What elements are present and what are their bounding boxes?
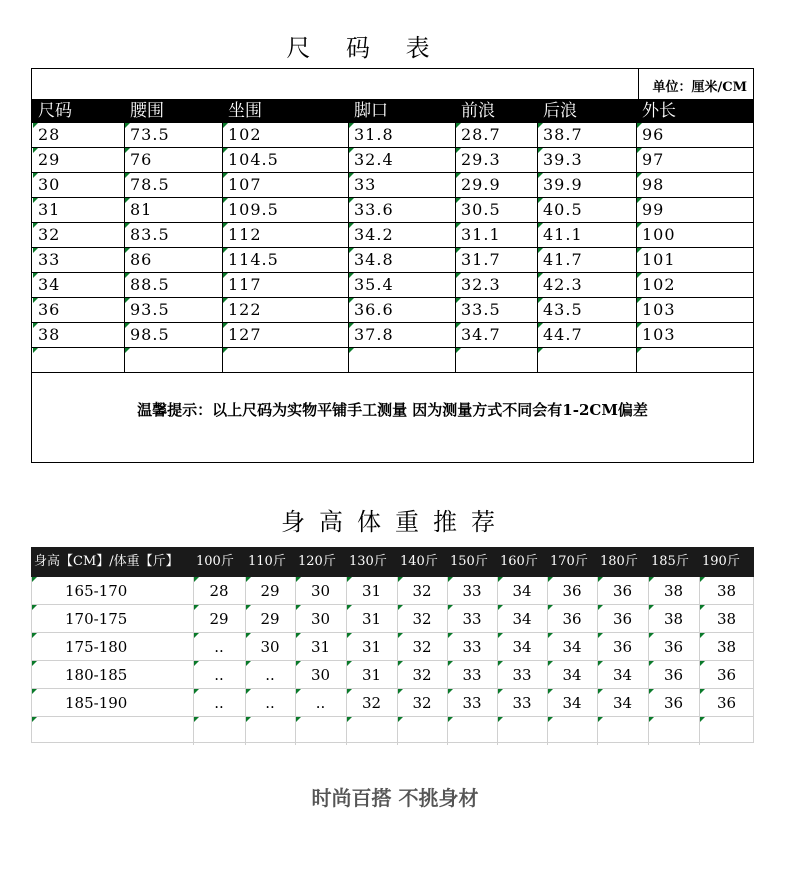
size-cell: 104.5 (228, 150, 279, 169)
hw-size-cell: 36 (612, 610, 633, 628)
size-cell: 109.5 (228, 200, 279, 219)
size-cell: 31.7 (461, 250, 501, 269)
hw-size-cell: 30 (310, 666, 331, 684)
hw-size-cell: 36 (562, 582, 582, 600)
hw-header-cell: 110斤 (248, 554, 286, 569)
hw-size-cell: 34 (512, 582, 532, 600)
size-header-cell: 脚口 (354, 101, 388, 121)
hw-size-cell: .. (315, 694, 326, 712)
hw-size-cell: 34 (562, 638, 582, 656)
size-row (32, 148, 753, 173)
hw-size-cell: 36 (562, 610, 582, 628)
hw-size-cell: 34 (562, 666, 582, 684)
size-header-cell: 后浪 (543, 101, 577, 121)
hw-size-cell: 32 (412, 610, 432, 628)
size-cell: 81 (130, 200, 153, 219)
size-row (32, 173, 753, 198)
size-cell: 32.3 (461, 275, 501, 294)
size-cell: 36 (38, 300, 61, 319)
size-row (32, 198, 753, 223)
hw-size-cell: 34 (562, 694, 582, 712)
size-row (32, 298, 753, 323)
size-row (32, 123, 753, 148)
hw-size-cell: 32 (412, 582, 432, 600)
hw-size-cell: 36 (716, 666, 737, 684)
hw-size-cell: 36 (612, 582, 633, 600)
hw-size-cell: 38 (716, 638, 737, 656)
size-cell: 98.5 (130, 325, 170, 344)
size-cell: 33.6 (354, 200, 394, 219)
height-weight-table (31, 547, 754, 743)
size-cell: 40.5 (543, 200, 583, 219)
size-table-header (32, 99, 753, 123)
measurement-tip: 温馨提示：以上尺码为实物平铺手工测量 因为测量方式不同会有1-2CM偏差 (137, 401, 648, 419)
hw-header-cell: 150斤 (450, 554, 488, 569)
hw-size-cell: 33 (462, 694, 482, 712)
unit-label: 单位：厘米/CM (652, 80, 747, 95)
size-cell: 33 (38, 250, 61, 269)
hw-size-cell: 30 (310, 582, 331, 600)
size-cell: 98 (642, 175, 665, 194)
hw-size-cell: 36 (663, 666, 684, 684)
hw-size-cell: 29 (209, 610, 229, 628)
hw-size-cell: 31 (310, 638, 331, 656)
hw-header-cell: 130斤 (349, 554, 387, 569)
size-cell: 122 (228, 300, 262, 319)
slogan: 时尚百搭 不挑身材 (311, 786, 479, 810)
hw-size-cell: .. (214, 638, 224, 656)
size-cell: 112 (228, 225, 262, 244)
size-cell: 33.5 (461, 300, 501, 319)
hw-size-cell: 29 (260, 582, 280, 600)
hw-size-cell: 33 (462, 610, 482, 628)
hw-row (31, 633, 754, 661)
hw-size-cell: 31 (361, 582, 382, 600)
size-header-cell: 前浪 (461, 101, 495, 121)
hw-size-cell: .. (214, 694, 224, 712)
hw-height-range: 180-185 (65, 666, 128, 684)
size-cell: 78.5 (130, 175, 170, 194)
hw-size-cell: 31 (361, 638, 382, 656)
size-row (32, 223, 753, 248)
hw-size-cell: 30 (260, 638, 280, 656)
size-cell: 30.5 (461, 200, 501, 219)
size-cell: 30 (38, 175, 61, 194)
size-cell: 38.7 (543, 125, 583, 144)
size-header-cell: 外长 (642, 101, 676, 121)
size-cell: 83.5 (130, 225, 170, 244)
size-cell: 100 (642, 225, 676, 244)
hw-size-cell: .. (265, 666, 275, 684)
hw-size-cell: 34 (612, 694, 633, 712)
size-header-cell: 腰围 (130, 101, 164, 121)
size-cell: 97 (642, 150, 665, 169)
size-cell: 102 (642, 275, 676, 294)
size-cell: 39.3 (543, 150, 583, 169)
hw-size-cell: 38 (663, 582, 684, 600)
size-cell: 29.3 (461, 150, 501, 169)
size-header-cell: 尺码 (38, 101, 72, 121)
hw-row (31, 689, 754, 717)
hw-size-cell: 32 (412, 666, 432, 684)
size-cell: 34 (38, 275, 61, 294)
hw-size-cell: 32 (361, 694, 382, 712)
size-cell: 127 (228, 325, 262, 344)
size-cell: 31.1 (461, 225, 501, 244)
size-cell: 43.5 (543, 300, 583, 319)
size-cell: 76 (130, 150, 153, 169)
hw-header-cell: 100斤 (196, 554, 234, 569)
hw-size-cell: 31 (361, 666, 382, 684)
hw-height-range: 165-170 (65, 582, 128, 600)
size-cell: 114.5 (228, 250, 279, 269)
size-cell: 42.3 (543, 275, 583, 294)
size-row (32, 248, 753, 273)
size-cell: 29.9 (461, 175, 501, 194)
hw-header-cell: 185斤 (651, 554, 689, 569)
hw-size-cell: 33 (512, 694, 532, 712)
size-cell: 86 (130, 250, 153, 269)
size-cell: 103 (642, 300, 676, 319)
size-cell: 99 (642, 200, 665, 219)
hw-size-cell: 33 (462, 666, 482, 684)
size-cell: 103 (642, 325, 676, 344)
size-cell: 96 (642, 125, 665, 144)
hw-size-cell: .. (265, 694, 275, 712)
hw-row (31, 577, 754, 605)
size-table (31, 68, 754, 463)
hw-size-cell: 38 (716, 610, 737, 628)
size-row (32, 348, 753, 373)
hw-size-cell: 34 (512, 610, 532, 628)
size-cell: 33 (354, 175, 377, 194)
hw-row (31, 605, 754, 633)
hw-size-cell: 38 (663, 610, 684, 628)
unit-row (32, 69, 753, 100)
size-cell: 41.1 (543, 225, 583, 244)
hw-header-cell: 140斤 (400, 554, 438, 569)
size-row (32, 323, 753, 348)
size-header-cell: 坐围 (228, 101, 262, 121)
size-cell: 34.7 (461, 325, 501, 344)
hw-size-cell: 32 (412, 694, 432, 712)
hw-row (31, 717, 754, 743)
size-row (32, 273, 753, 298)
size-cell: 39.9 (543, 175, 583, 194)
size-cell: 35.4 (354, 275, 394, 294)
size-table-title: 尺 码 表 (286, 34, 444, 62)
hw-size-cell: 33 (462, 582, 482, 600)
hw-size-cell: 31 (361, 610, 382, 628)
hw-height-range: 185-190 (65, 694, 128, 712)
size-cell: 34.8 (354, 250, 394, 269)
hw-height-range: 175-180 (65, 638, 128, 656)
size-cell: 93.5 (130, 300, 170, 319)
size-cell: 117 (228, 275, 262, 294)
hw-size-cell: 36 (663, 694, 684, 712)
hw-size-cell: 32 (412, 638, 432, 656)
size-cell: 34.2 (354, 225, 394, 244)
size-cell: 32.4 (354, 150, 394, 169)
size-cell: 101 (642, 250, 676, 269)
size-cell: 38 (38, 325, 61, 344)
size-cell: 28 (38, 125, 61, 144)
size-cell: 107 (228, 175, 262, 194)
hw-header-cell: 120斤 (298, 554, 336, 569)
hw-size-cell: 36 (663, 638, 684, 656)
hw-size-cell: .. (214, 666, 224, 684)
hw-size-cell: 33 (512, 666, 532, 684)
size-cell: 41.7 (543, 250, 583, 269)
size-cell: 28.7 (461, 125, 501, 144)
size-cell: 31.8 (354, 125, 394, 144)
hw-size-cell: 29 (260, 610, 280, 628)
size-cell: 44.7 (543, 325, 583, 344)
hw-header-cell: 190斤 (702, 554, 740, 569)
size-cell: 37.8 (354, 325, 394, 344)
hw-size-cell: 36 (716, 694, 737, 712)
hw-size-cell: 28 (209, 582, 229, 600)
hw-size-cell: 33 (462, 638, 482, 656)
hw-size-cell: 34 (512, 638, 532, 656)
hw-header-cell: 180斤 (600, 554, 638, 569)
hw-size-cell: 34 (612, 666, 633, 684)
hw-height-range: 170-175 (65, 610, 128, 628)
size-cell: 102 (228, 125, 262, 144)
hw-header-cell: 170斤 (550, 554, 588, 569)
size-cell: 88.5 (130, 275, 170, 294)
hw-size-cell: 38 (716, 582, 737, 600)
hw-size-cell: 30 (310, 610, 331, 628)
hw-header-cell: 160斤 (500, 554, 538, 569)
hw-size-cell: 36 (612, 638, 633, 656)
size-cell: 73.5 (130, 125, 170, 144)
hw-row (31, 661, 754, 689)
size-cell: 36.6 (354, 300, 394, 319)
size-cell: 31 (38, 200, 61, 219)
size-cell: 32 (38, 225, 61, 244)
size-cell: 29 (38, 150, 61, 169)
hw-table-header (31, 547, 754, 577)
hw-header-cell: 身高【CM】/体重【斤】 (34, 554, 179, 569)
hw-table-title: 身高体重推荐 (281, 508, 509, 536)
